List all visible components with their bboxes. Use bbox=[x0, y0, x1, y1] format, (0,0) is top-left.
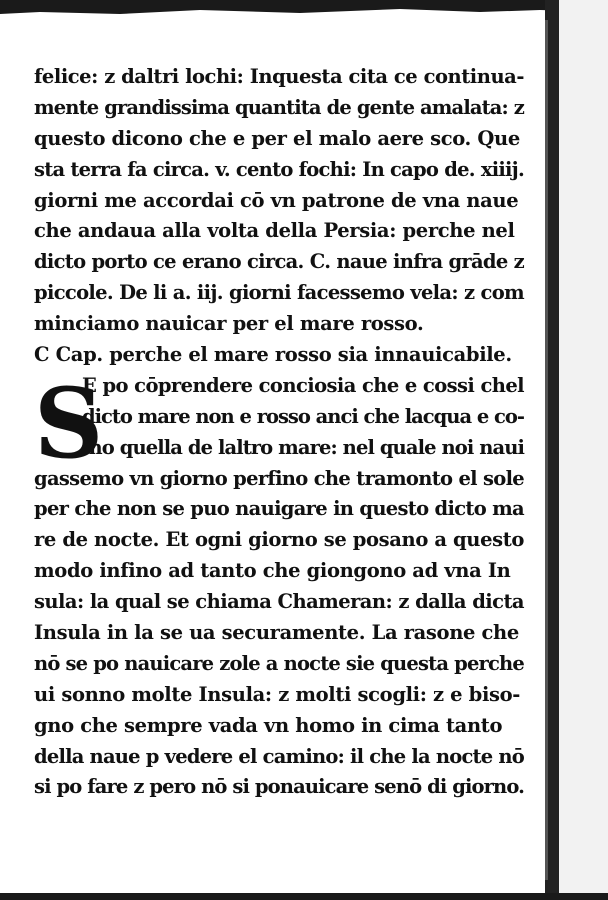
text-line: sula: la qual se chiama Chameran: z dalla dicta bbox=[34, 590, 524, 614]
text-line: modo infino ad tanto che giongono ad vna In bbox=[34, 559, 511, 583]
text-line: re de nocte. Et ogni giorno se posano a questo bbox=[34, 528, 524, 552]
text-line: dicto porto ce erano circa. C. naue infra grāde z bbox=[34, 250, 524, 274]
text-line: nō se po nauicare zole a nocte sie questa perche bbox=[34, 651, 524, 675]
text-line: minciamo nauicar per el mare rosso. bbox=[34, 312, 424, 336]
text-line: per che non se puo nauigare in questo dicto ma bbox=[34, 497, 524, 521]
text-line: mo quella de laltro mare: nel quale noi naui bbox=[82, 435, 524, 459]
text-line: della naue p vedere el camino: il che la nocte nō bbox=[34, 744, 524, 768]
text-line: sta terra fa circa. v. cento fochi: In capo de. xiiij. bbox=[34, 157, 524, 181]
text-line: questo dicono che e per el malo aere sco. Que bbox=[34, 126, 520, 150]
text-line: dicto mare non e rosso anci che lacqua e co- bbox=[82, 404, 524, 428]
text-line: E po cōprendere conciosia che e cossi chel bbox=[82, 373, 524, 397]
text-line: giorni me accordai cō vn patrone de vna naue bbox=[34, 188, 519, 212]
text-line: si po fare z pero nō si ponauicare senō di giorno. bbox=[34, 775, 524, 799]
chapter-heading: C Cap. perche el mare rosso sia innauicabile. bbox=[34, 343, 512, 367]
text-line: felice: z daltri lochi: Inquesta cita ce continua- bbox=[34, 65, 524, 88]
text-line: gno che sempre vada vn homo in cima tanto bbox=[34, 713, 503, 737]
text-line: gassemo vn giorno perfino che tramonto el sole bbox=[34, 466, 524, 490]
text-block bbox=[34, 62, 524, 803]
text-line: piccole. De li a. iij. giorni facessemo vela: z com bbox=[34, 281, 524, 305]
text-line: che andaua alla volta della Persia: perche nel bbox=[34, 219, 515, 243]
drop-cap: S bbox=[34, 367, 104, 480]
text-line: Insula in la se ua securamente. La rasone che bbox=[34, 621, 519, 645]
text-line: ui sonno molte Insula: z molti scogli: z e biso- bbox=[34, 682, 521, 706]
text-line: mente grandissima quantita de gente amalata: z bbox=[34, 95, 524, 119]
